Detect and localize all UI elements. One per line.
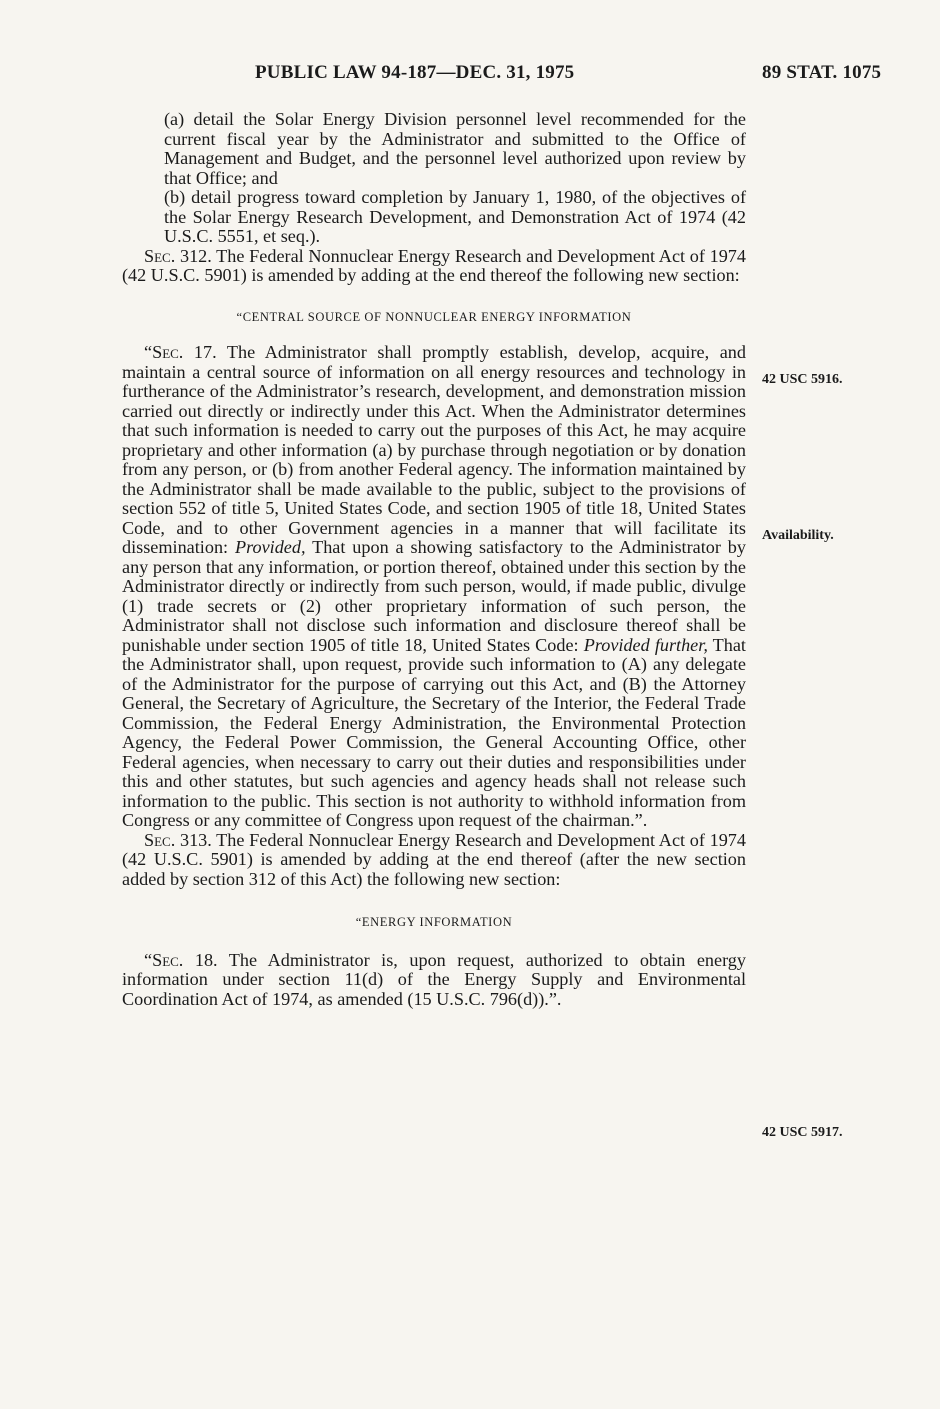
section-17-text-3: That the Administrator shall, upon request, provide such information to (A) any delegate of the Administrator for the purpose of carrying out this Act, and (B) the Attorney General, the Secretary of Agriculture, the Secretary of the Interior, the Federal Trade Commission, the Federal Energy Administration, the Environmental Protection Agency, the Federal Power Commission, the General Accounting Office, other Federal agencies, when necessary to carry out their duties and responsibilities under this and other statutes, but such agencies and agency heads shall not release such information to the public. This section is not authority to withhold information from Congress or any committee of Congress upon request of the chairman.”. [122,634,746,830]
margin-note-availability: Availability. [762,528,834,543]
provided-further-italic: Provided further, [583,634,708,655]
margin-note-usc-5916: 42 USC 5916. [762,372,843,387]
provided-italic: Provided, [234,537,306,557]
section-18-label: “Sec. 18. [144,949,218,970]
paragraph-b-text: (b) detail progress toward completion by January 1, 1980, of the objectives of the Solar Energy Research Development, and Demonstration Act of 1974 (42 U.S.C. 5551, et seq.). [164,187,746,246]
section-17 [122,343,746,831]
running-header-title: PUBLIC LAW 94-187—DEC. 31, 1975 [255,62,575,83]
margin-note-usc-5917: 42 USC 5917. [762,1125,843,1140]
section-312 [122,247,746,286]
section-313-text: The Federal Nonnuclear Energy Research and Development Act of 1974 (42 U.S.C. 5901) is amended by adding at the end thereof (after the new section added by section 312 of this Act) the following new section: [122,829,746,889]
section-312-text: The Federal Nonnuclear Energy Research and Development Act of 1974 (42 U.S.C. 5901) is amended by adding at the end thereof the following new section: [122,245,746,285]
section-313 [122,831,746,890]
section-heading-energy-information: “ENERGY INFORMATION [355,915,513,929]
paragraph-a [122,110,746,188]
body-text-column [122,110,746,1009]
section-17-text-1: The Administrator shall promptly establish, develop, acquire, and maintain a central source of information on all energy resources and technology in furtherance of the Administrator’s research, development, and demonstration mission carried out directly or indirectly under this Act. When the Administrator determines that such information is needed to carry out the purposes of this Act, he may acquire proprietary and other information (a) by purchase through negotiation or by donation from any person, or (b) from another Federal agency. The information maintained by the Administrator shall be made available to the public, subject to the provisions of section 552 of title 5, United States Code, and section 1905 of title 18, United States Code, and to other Government agencies in a manner that will facilitate its dissemination: [122,342,746,557]
statute-page-number: 89 STAT. 1075 [762,62,882,83]
section-18 [122,951,746,1010]
section-17-text-2: That upon a showing satisfactory to the Administrator by any person that any information, or portion thereof, obtained under this section by the Administrator directly or indirectly from such person, would, if made public, divulge (1) trade secrets or (2) other proprietary information of such person, the Administrator shall not disclose such information and disclosure thereof shall be punishable under section 1905 of title 18, United States Code: [122,537,746,655]
paragraph-a-text: (a) detail the Solar Energy Division personnel level recommended for the current fiscal year by the Administrator and submitted to the Office of Management and Budget, and the personnel level authorized upon review by that Office; and [164,109,746,188]
section-18-text: The Administrator is, upon request, authorized to obtain energy information under section 11(d) of the Energy Supply and Environmental Coordination Act of 1974, as amended (15 U.S.C. 796(d)).”. [122,949,746,1009]
section-313-label: Sec. 313. [144,829,212,850]
section-heading-central-source: “CENTRAL SOURCE OF NONNUCLEAR ENERGY INFORMATION [236,309,632,324]
section-312-label: Sec. 312. [144,245,212,266]
paragraph-b [122,188,746,247]
section-17-label: “Sec. 17. [144,342,217,362]
